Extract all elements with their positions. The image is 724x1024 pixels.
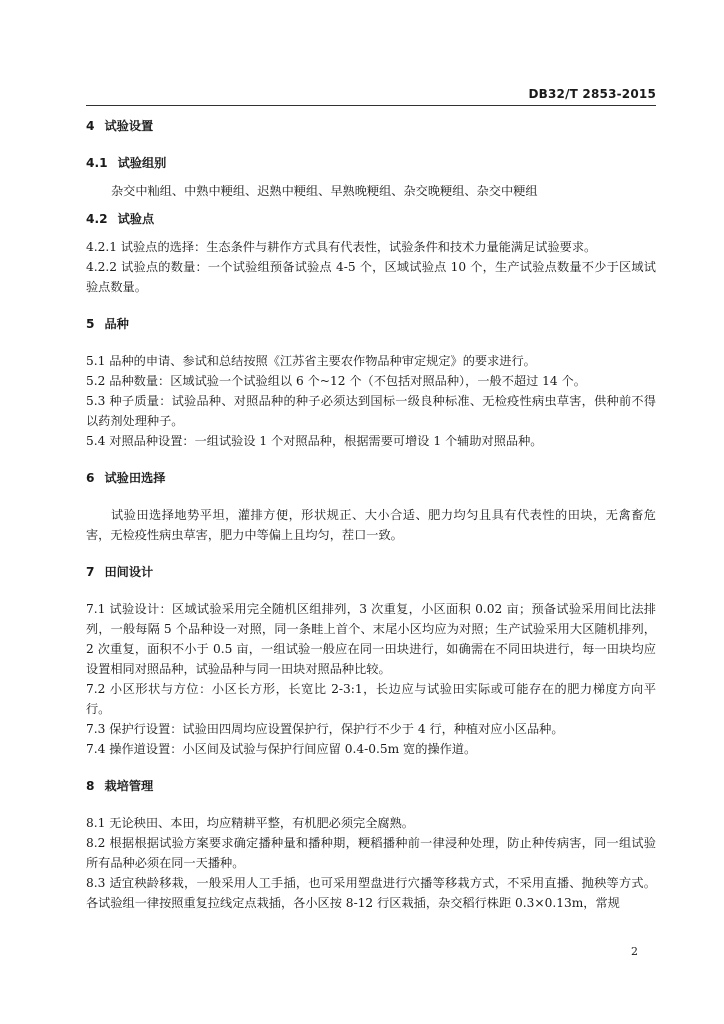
section-4-heading [86,116,656,136]
section-title: 试验田选择 [104,471,166,485]
section-number: 5 [86,317,95,331]
section-8-heading [86,776,656,796]
paragraph-4-2-1: 4.2.1 试验点的选择：生态条件与耕作方式具有代表性，试验条件和技术力量能满足试验要求。 [86,240,597,254]
page-number: 2 [631,945,638,958]
subsection-number: 4.2 [86,212,108,226]
section-title: 试验设置 [104,119,154,133]
header-divider [86,105,656,106]
paragraph-5-3: 5.3 种子质量：试验品种、对照品种的种子必须达到国标一级良种标准、无检疫性病虫草害，供种前不得以药剂处理种子。 [86,394,656,428]
section-number: 4 [86,119,95,133]
document-code-header: DB32/T 2853-2015 [528,87,656,101]
paragraph-7-2: 7.2 小区形状与方位：小区长方形，长宽比 2-3:1，长边应与试验田实际或可能存在的肥力梯度方向平行。 [86,682,656,716]
section-title: 品种 [104,317,129,331]
paragraph-8-1: 8.1 无论秧田、本田，均应精耕平整，有机肥必须完全腐熟。 [86,816,414,830]
paragraph-7-4: 7.4 操作道设置：小区间及试验与保护行间应留 0.4-0.5m 宽的操作道。 [86,742,477,756]
paragraph-7-1: 7.1 试验设计：区域试验采用完全随机区组排列，3 次重复，小区面积 0.02 亩；预备试验采用间比法排列，一般每隔 5 个品种设一对照，同一条畦上首个、末尾小区均应为对照；生产试验采用大区随机排列，2 次重复，面积不小于 0.5 亩，一组试验一般应在同一田块进行，如确需在不同田块进行，每一田块均应设置相同对照品种，试验品种与同一田块对照品种比较。 [86,602,656,676]
document-body [86,116,656,913]
subsection-title: 试验组别 [117,156,167,170]
section-6-text: 试验田选择地势平坦，灌排方便，形状规正、大小合适、肥力均匀且具有代表性的田块，无禽畜危害，无检疫性病虫草害，肥力中等偏上且均匀，茬口一致。 [86,508,656,542]
subsection-title: 试验点 [117,212,155,226]
section-number: 8 [86,779,95,793]
section-7-heading [86,562,656,582]
section-title: 田间设计 [104,565,154,579]
paragraph-8-2: 8.2 根据根据试验方案要求确定播种量和播种期，粳稻播种前一律浸种处理，防止种传病害，同一组试验所有品种必须在同一天播种。 [86,836,656,870]
section-4-1-heading [86,153,656,173]
section-5-heading [86,314,656,334]
paragraph-8-3: 8.3 适宜秧龄移栽，一般采用人工手插，也可采用塑盘进行穴播等移栽方式，不采用直播、抛秧等方式。各试验组一律按照重复拉线定点栽插，各小区按 8-12 行区栽插，杂交稻行株距 0.3×0.13m，常规 [86,876,656,910]
section-6-heading [86,468,656,488]
paragraph-4-2-2: 4.2.2 试验点的数量：一个试验组预备试验点 4-5 个，区域试验点 10 个，生产试验点数量不少于区域试验点数量。 [86,260,656,294]
paragraph-7-3: 7.3 保护行设置：试验田四周均应设置保护行，保护行不少于 4 行，种植对应小区品种。 [86,722,564,736]
subsection-number: 4.1 [86,156,108,170]
section-4-1-text: 杂交中籼组、中熟中粳组、迟熟中粳组、早熟晚粳组、杂交晚粳组、杂交中粳组 [111,184,538,198]
paragraph-5-1: 5.1 品种的申请、参试和总结按照《江苏省主要农作物品种审定规定》的要求进行。 [86,354,536,368]
section-number: 6 [86,471,95,485]
section-title: 栽培管理 [104,779,154,793]
section-4-2-heading [86,209,656,229]
paragraph-5-4: 5.4 对照品种设置：一组试验设 1 个对照品种，根据需要可增设 1 个辅助对照品种。 [86,434,543,448]
section-number: 7 [86,565,95,579]
paragraph-5-2: 5.2 品种数量：区域试验一个试验组以 6 个~12 个（不包括对照品种），一般不超过 14 个。 [86,374,586,388]
